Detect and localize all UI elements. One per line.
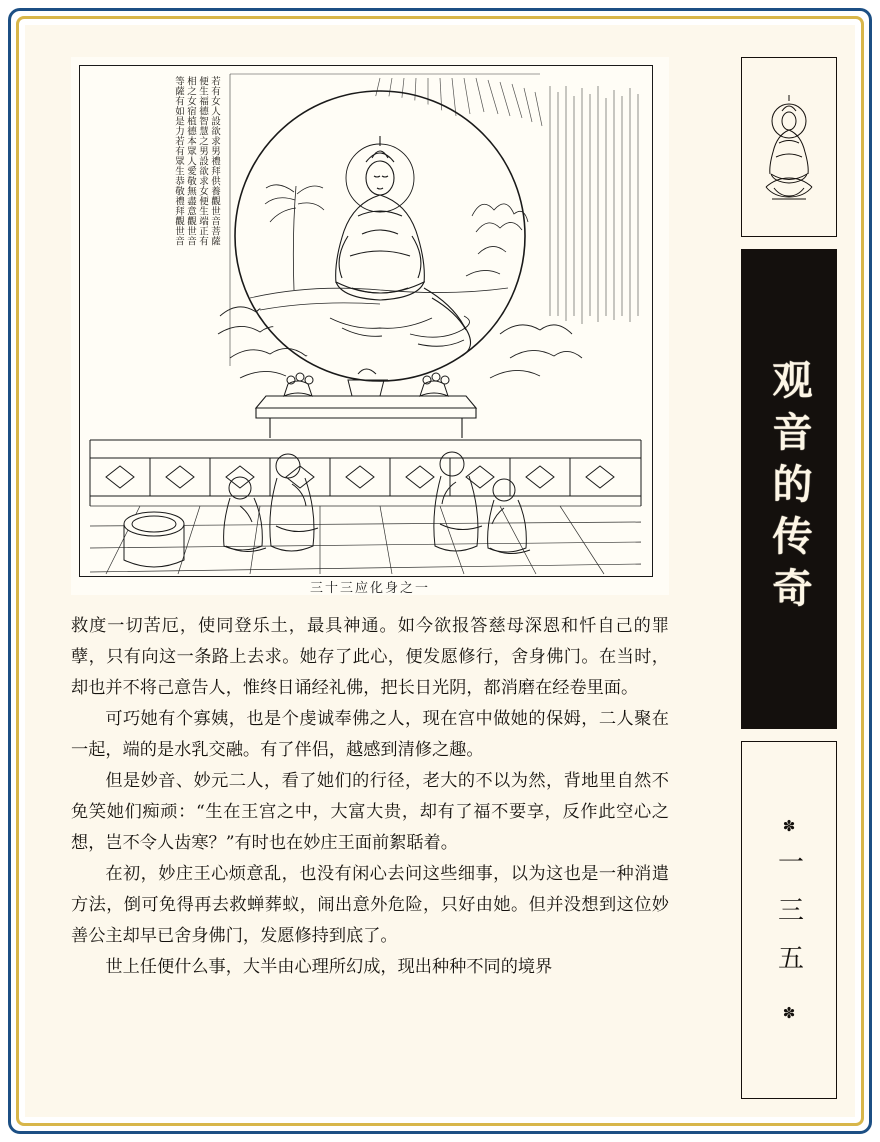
main-column: [71, 57, 669, 1099]
book-title: 观音的传奇: [766, 359, 813, 619]
page-number: 一三五: [773, 848, 804, 992]
spine-column: [741, 57, 837, 1099]
seated-bodhisattva-icon: [758, 87, 820, 207]
paragraph: 可巧她有个寡姨，也是个虔诚奉佛之人，现在宫中做她的保姆，二人聚在一起，端的是水乳交融。有了伴侣，越感到清修之趣。: [71, 709, 669, 760]
paper-surface: [25, 25, 855, 1117]
book-title-panel: [741, 249, 837, 729]
sutra-column: 等薩有如是力若有眾生恭敬禮拜觀世音: [173, 76, 184, 246]
illustration-frame: [79, 65, 653, 577]
illustration-block: [71, 57, 669, 595]
paragraph: 世上任便什么事，大半由心理所幻成，现出种种不同的境界: [105, 957, 553, 977]
paragraph: 救度一切苦厄，使同登乐土，最具神通。如今欲报答慈母深恩和忏自己的罪孽，只有向这一条路上去求。她存了此心，便发愿修行，舍身佛门。在当时，却也并不将己意告人，惟终日诵经礼佛，把长日光阴，都消磨在经卷里面。: [71, 616, 669, 698]
paragraph: 在初，妙庄王心烦意乱，也没有闲心去问这些细事，以为这也是一种消遣方法，倒可免得再去救蝉葬蚁，闹出意外危险，只好由她。但并没想到这位妙善公主却早已舍身佛门，发愿修持到底了。: [71, 864, 669, 946]
page-number-panel: [741, 741, 837, 1099]
sutra-column: 便生福德智慧之男設欲求女便生端正有: [197, 76, 208, 246]
flower-ornament-top-icon: ✽: [782, 817, 796, 835]
body-text: [71, 611, 669, 983]
paragraph: 但是妙音、妙元二人，看了她们的行径，老大的不以为然，背地里自然不免笑她们痴顽：“生在王宫之中，大富大贵，却有了福不要享，反作此空心之想，岂不令人齿寒？”有时也在妙庄王面前絮聒着。: [71, 771, 669, 853]
flower-ornament-bottom-icon: ✽: [782, 1004, 796, 1022]
sutra-column: 相之女宿植德本眾人愛敬無盡意觀世音: [185, 76, 196, 246]
sutra-column: 若有女人設欲求男禮拜供養觀世音菩薩: [209, 76, 220, 246]
buddha-panel: [741, 57, 837, 237]
sutra-text-block: [92, 76, 220, 376]
illustration-caption: 三十三应化身之一: [309, 581, 430, 596]
